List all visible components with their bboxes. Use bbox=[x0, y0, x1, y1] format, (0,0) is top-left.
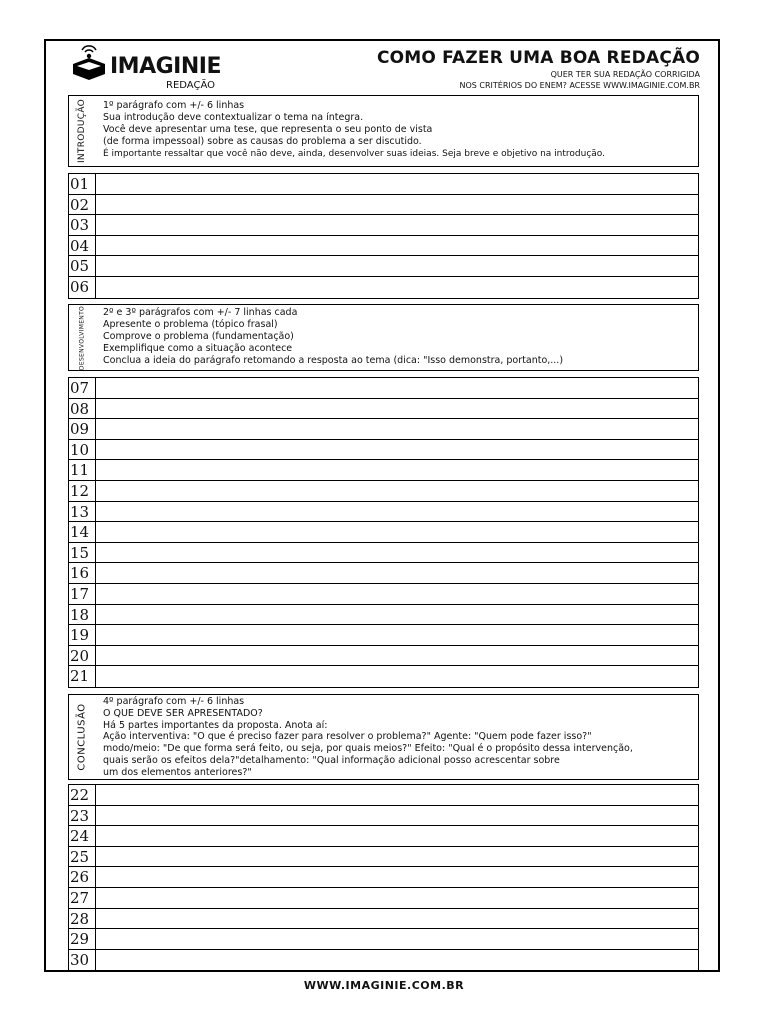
writing-line[interactable] bbox=[69, 277, 698, 298]
line-number: 08 bbox=[69, 399, 96, 419]
page-title: COMO FAZER UMA BOA REDAÇÃO bbox=[376, 48, 700, 68]
writing-line[interactable] bbox=[69, 888, 698, 909]
writing-line[interactable] bbox=[69, 419, 698, 440]
writing-line[interactable] bbox=[69, 195, 698, 216]
intro-section bbox=[68, 95, 699, 167]
line-number: 25 bbox=[69, 847, 96, 867]
development-line: Conclua a ideia do parágrafo retomando a resposta ao tema (dica: "Isso demonstra, portanto,...) bbox=[103, 355, 564, 366]
writing-line[interactable] bbox=[69, 174, 698, 195]
line-number: 18 bbox=[69, 605, 96, 625]
line-number: 27 bbox=[69, 888, 96, 908]
line-number: 14 bbox=[69, 522, 96, 542]
writing-line[interactable] bbox=[69, 563, 698, 584]
writing-line[interactable] bbox=[69, 605, 698, 626]
writing-line[interactable] bbox=[69, 666, 698, 687]
line-number: 05 bbox=[69, 256, 96, 276]
development-label: DESENVOLVIMENTO bbox=[78, 305, 86, 370]
writing-lines-group-1 bbox=[68, 173, 699, 299]
line-number: 17 bbox=[69, 584, 96, 604]
logo bbox=[72, 44, 232, 92]
writing-lines-group-3 bbox=[68, 784, 699, 971]
intro-line: (de forma impessoal) sobre as causas do problema a ser discutido. bbox=[103, 136, 422, 147]
writing-line[interactable] bbox=[69, 950, 698, 971]
line-number: 13 bbox=[69, 502, 96, 522]
writing-line[interactable] bbox=[69, 929, 698, 950]
writing-line[interactable] bbox=[69, 847, 698, 868]
writing-line[interactable] bbox=[69, 481, 698, 502]
line-number: 07 bbox=[69, 378, 96, 398]
writing-line[interactable] bbox=[69, 867, 698, 888]
conclusion-line: 4º parágrafo com +/- 6 linhas bbox=[103, 696, 245, 707]
line-number: 30 bbox=[69, 950, 96, 971]
intro-instructions bbox=[103, 100, 694, 160]
line-number: 01 bbox=[69, 174, 96, 194]
line-number: 24 bbox=[69, 826, 96, 846]
writing-line[interactable] bbox=[69, 909, 698, 930]
line-number: 09 bbox=[69, 419, 96, 439]
development-line: Apresente o problema (tópico frasal) bbox=[103, 319, 278, 330]
line-number: 02 bbox=[69, 195, 96, 215]
writing-line[interactable] bbox=[69, 522, 698, 543]
writing-line[interactable] bbox=[69, 440, 698, 461]
writing-line[interactable] bbox=[69, 378, 698, 399]
logo-wordmark: IMAGINIE bbox=[110, 54, 221, 79]
conclusion-instructions bbox=[103, 696, 694, 779]
development-vertical-label bbox=[69, 305, 95, 370]
conclusion-line: O QUE DEVE SER APRESENTADO? bbox=[103, 707, 263, 719]
writing-lines-group-2 bbox=[68, 377, 699, 688]
line-number: 20 bbox=[69, 646, 96, 666]
line-number: 26 bbox=[69, 867, 96, 887]
conclusion-line: modo/meio: "De que forma será feito, ou seja, por quais meios?" Efeito: "Qual é o propósito dessa intervenção, bbox=[103, 743, 633, 755]
development-section bbox=[68, 304, 699, 371]
writing-line[interactable] bbox=[69, 785, 698, 806]
line-number: 10 bbox=[69, 440, 96, 460]
subtitle-line-2: NOS CRITÉRIOS DO ENEM? ACESSE WWW.IMAGINIE.COM.BR bbox=[459, 81, 700, 90]
intro-line: 1º parágrafo com +/- 6 linhas bbox=[103, 100, 245, 111]
line-number: 19 bbox=[69, 625, 96, 645]
writing-line[interactable] bbox=[69, 625, 698, 646]
writing-line[interactable] bbox=[69, 646, 698, 667]
line-number: 28 bbox=[69, 909, 96, 929]
conclusion-line: um dos elementos anteriores?" bbox=[103, 766, 252, 778]
writing-line[interactable] bbox=[69, 502, 698, 523]
intro-line: Sua introdução deve contextualizar o tema na íntegra. bbox=[103, 112, 364, 123]
line-number: 06 bbox=[69, 277, 96, 298]
subtitle-line-1: QUER TER SUA REDAÇÃO CORRIGIDA bbox=[550, 70, 700, 79]
intro-line: Você deve apresentar uma tese, que representa o seu ponto de vista bbox=[103, 124, 433, 135]
development-line: Comprove o problema (fundamentação) bbox=[103, 331, 294, 342]
intro-vertical-label bbox=[69, 96, 95, 166]
line-number: 21 bbox=[69, 666, 96, 687]
line-number: 12 bbox=[69, 481, 96, 501]
conclusion-section bbox=[68, 694, 699, 780]
conclusion-line: Ação interventiva: "O que é preciso fazer para resolver o problema?" Agente: "Quem pode fazer isso?" bbox=[103, 731, 592, 743]
conclusion-label: CONCLUSÃO bbox=[76, 703, 88, 771]
line-number: 16 bbox=[69, 563, 96, 583]
writing-line[interactable] bbox=[69, 543, 698, 564]
development-instructions bbox=[103, 307, 694, 367]
line-number: 11 bbox=[69, 460, 96, 480]
logo-icon bbox=[72, 44, 106, 84]
footer-url[interactable]: WWW.IMAGINIE.COM.BR bbox=[303, 979, 465, 992]
writing-line[interactable] bbox=[69, 460, 698, 481]
writing-line[interactable] bbox=[69, 256, 698, 277]
line-number: 03 bbox=[69, 215, 96, 235]
conclusion-line: Há 5 partes importantes da proposta. Anota aí: bbox=[103, 719, 328, 731]
conclusion-line: quais serão os efeitos dela?"detalhamento: "Qual informação adicional posso acrescentar sobre bbox=[103, 754, 560, 766]
line-number: 22 bbox=[69, 785, 96, 805]
development-line: Exemplifique como a situação acontece bbox=[103, 343, 293, 354]
line-number: 23 bbox=[69, 806, 96, 826]
writing-line[interactable] bbox=[69, 826, 698, 847]
line-number: 29 bbox=[69, 929, 96, 949]
writing-line[interactable] bbox=[69, 236, 698, 257]
writing-line[interactable] bbox=[69, 399, 698, 420]
development-line: 2º e 3º parágrafos com +/- 7 linhas cada bbox=[103, 307, 298, 318]
line-number: 15 bbox=[69, 543, 96, 563]
line-number: 04 bbox=[69, 236, 96, 256]
logo-subtitle: REDAÇÃO bbox=[166, 80, 215, 91]
writing-line[interactable] bbox=[69, 806, 698, 827]
intro-label: INTRODUÇÃO bbox=[77, 98, 87, 164]
intro-line: É importante ressaltar que você não deve, ainda, desenvolver suas ideias. Seja breve e objetivo na introdução. bbox=[103, 149, 605, 159]
writing-line[interactable] bbox=[69, 215, 698, 236]
writing-line[interactable] bbox=[69, 584, 698, 605]
conclusion-vertical-label bbox=[69, 695, 95, 779]
